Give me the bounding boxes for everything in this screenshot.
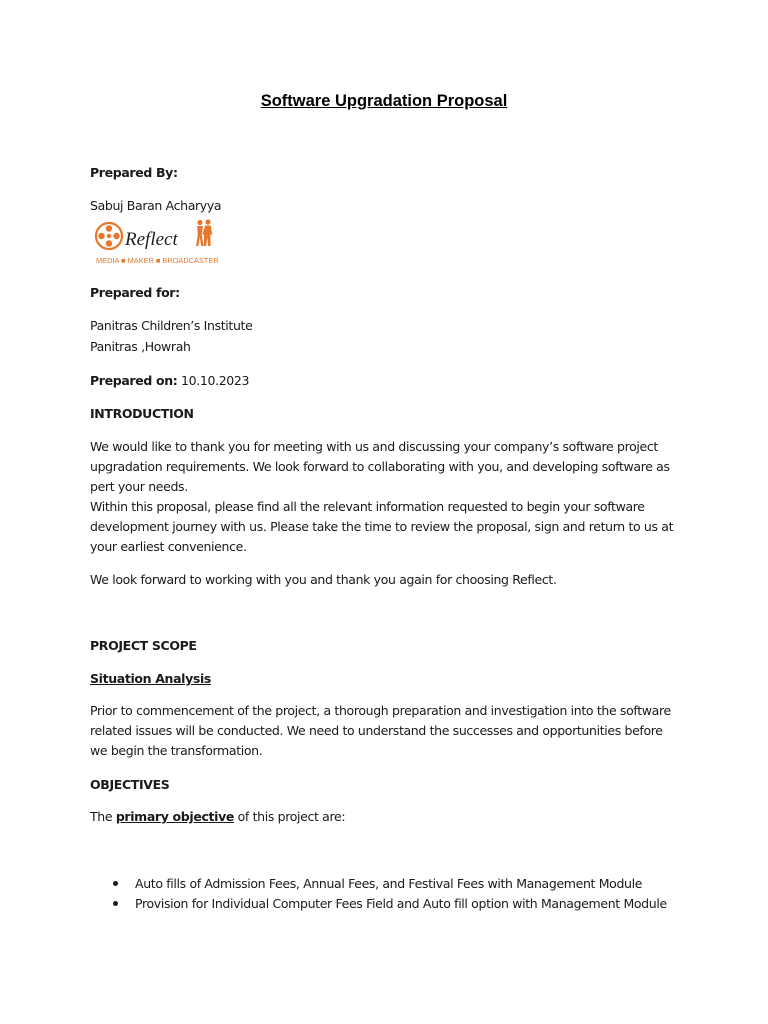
intro-paragraph-3: We look forward to working with you and thank you again for choosing Reflect. (90, 572, 557, 587)
objective-emphasis: primary objective (115, 809, 234, 824)
introduction-heading: INTRODUCTION (90, 406, 194, 421)
project-scope-heading: PROJECT SCOPE (90, 638, 197, 653)
prepared-for-line1: Panitras Children’s Institute (90, 318, 253, 333)
svg-text:Reflect: Reflect (125, 229, 178, 250)
objectives-list (110, 874, 710, 914)
prepared-on-row (90, 371, 680, 391)
film-reel-icon (96, 223, 122, 249)
situation-analysis-heading: Situation Analysis (90, 671, 212, 686)
prepared-by-name: Sabuj Baran Acharyya (90, 198, 222, 213)
list-item (110, 874, 710, 894)
list-item-text: Auto fills of Admission Fees, Annual Fees, and Festival Fees with Management Module (135, 876, 643, 891)
intro-paragraph-1: We would like to thank you for meeting with us and discussing your company’s software project upgradation requirements. We look forward to collaborating with you, and developing software as pert your needs. (90, 439, 670, 494)
list-item (110, 894, 710, 914)
objective-prefix: The (90, 809, 113, 824)
situation-analysis-text: Prior to commencement of the project, a thorough preparation and investigation into the software related issues will be conducted. We need to understand the successes and opportunities before we begin the transformation. (90, 703, 671, 758)
prepared-by-label: Prepared By: (90, 165, 178, 180)
bullet-icon (113, 901, 118, 906)
people-icon (196, 219, 212, 246)
intro-paragraph-2: Within this proposal, please find all the relevant information requested to begin your software development journey with us. Please take the time to review the proposal, sign and return to us at your earliest convenience. (90, 499, 674, 554)
objectives-heading: OBJECTIVES (90, 777, 170, 792)
prepared-for-label: Prepared for: (90, 285, 180, 300)
document-title: Software Upgradation Proposal (260, 92, 508, 110)
prepared-on-date: 10.10.2023 (181, 373, 250, 388)
list-item-text: Provision for Individual Computer Fees Field and Auto fill option with Management Module (135, 896, 667, 911)
bullet-icon (113, 881, 118, 886)
svg-text:MEDIA ■ MAKER ■ BROADCASTER: MEDIA ■ MAKER ■ BROADCASTER (96, 256, 219, 265)
prepared-on-label: Prepared on: (90, 373, 178, 388)
objective-intro (90, 807, 680, 827)
reflect-logo (94, 218, 226, 268)
objective-suffix: of this project are: (237, 809, 346, 824)
prepared-for-line2: Panitras ,Howrah (90, 339, 191, 354)
